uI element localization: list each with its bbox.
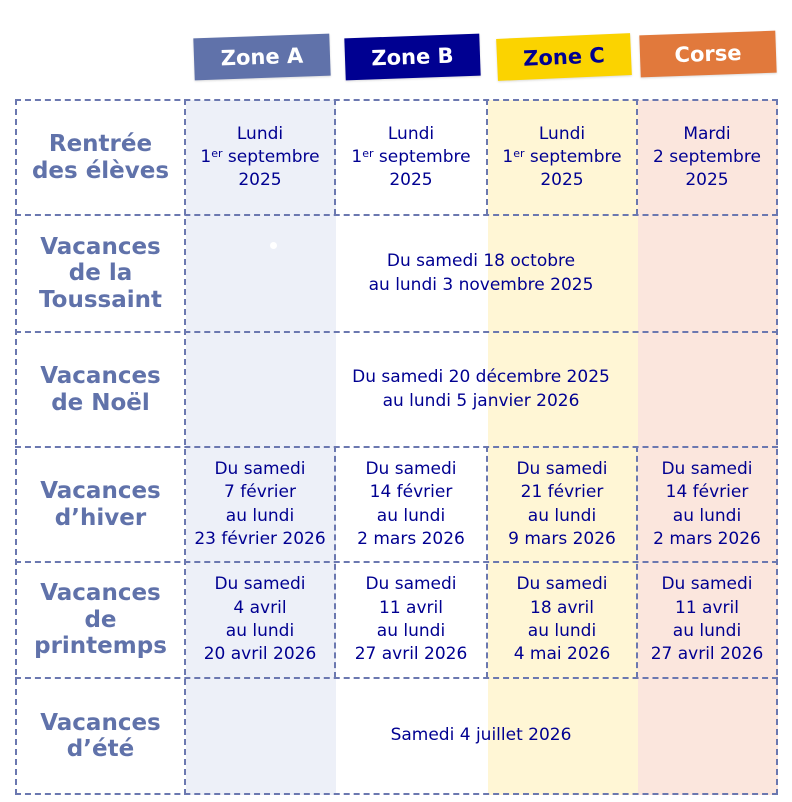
ete-date: Samedi 4 juillet 2026 [390, 725, 572, 746]
corse-header: Corse [639, 31, 776, 78]
printemps-zone-c-cell: Du samedi 18 avril au lundi 4 mai 2026 [513, 574, 611, 665]
table-border-right [776, 99, 778, 795]
row-label-printemps: Vacances de printemps [34, 580, 167, 660]
hiver-corse-cell: Du samedi 14 février au lundi 2 mars 2026 [653, 458, 761, 549]
toussaint-dates: Du samedi 18 octobre au lundi 3 novembre 2025 [368, 251, 594, 295]
rentree-zone-a-cell: Lundi 1er septembre 2025 [200, 123, 320, 191]
row-label-toussaint: Vacances de la Toussaint [39, 233, 162, 313]
hiver-zone-b-cell: Du samedi 14 février au lundi 2 mars 2026 [357, 458, 465, 549]
row-label-rentree: Rentrée des élèves [31, 131, 170, 184]
noel-dates: Du samedi 20 décembre 2025 au lundi 5 janvier 2026 [352, 367, 610, 411]
zone-b-header: Zone B [344, 34, 480, 81]
printemps-zone-a-cell: Du samedi 4 avril au lundi 20 avril 2026 [203, 574, 317, 665]
rentree-zone-c-cell: Lundi 1er septembre 2025 [502, 123, 622, 191]
row-label-hiver: Vacances d’hiver [40, 478, 161, 531]
printemps-corse-cell: Du samedi 11 avril au lundi 27 avril 2026 [650, 574, 764, 665]
table-border-bottom [15, 793, 778, 795]
rentree-corse-cell: Mardi 2 septembre 2025 [653, 123, 761, 191]
printemps-zone-b-cell: Du samedi 11 avril au lundi 27 avril 2026 [354, 574, 468, 665]
hiver-zone-c-cell: Du samedi 21 février au lundi 9 mars 2026 [508, 458, 616, 549]
row-label-ete: Vacances d’été [40, 709, 161, 762]
hiver-zone-a-cell: Du samedi 7 février au lundi 23 février 2026 [194, 458, 326, 549]
row-label-noel: Vacances de Noël [40, 363, 161, 416]
zone-c-header: Zone C [496, 33, 632, 81]
rentree-zone-b-cell: Lundi 1er septembre 2025 [351, 123, 471, 191]
zone-a-header: Zone A [193, 34, 330, 81]
